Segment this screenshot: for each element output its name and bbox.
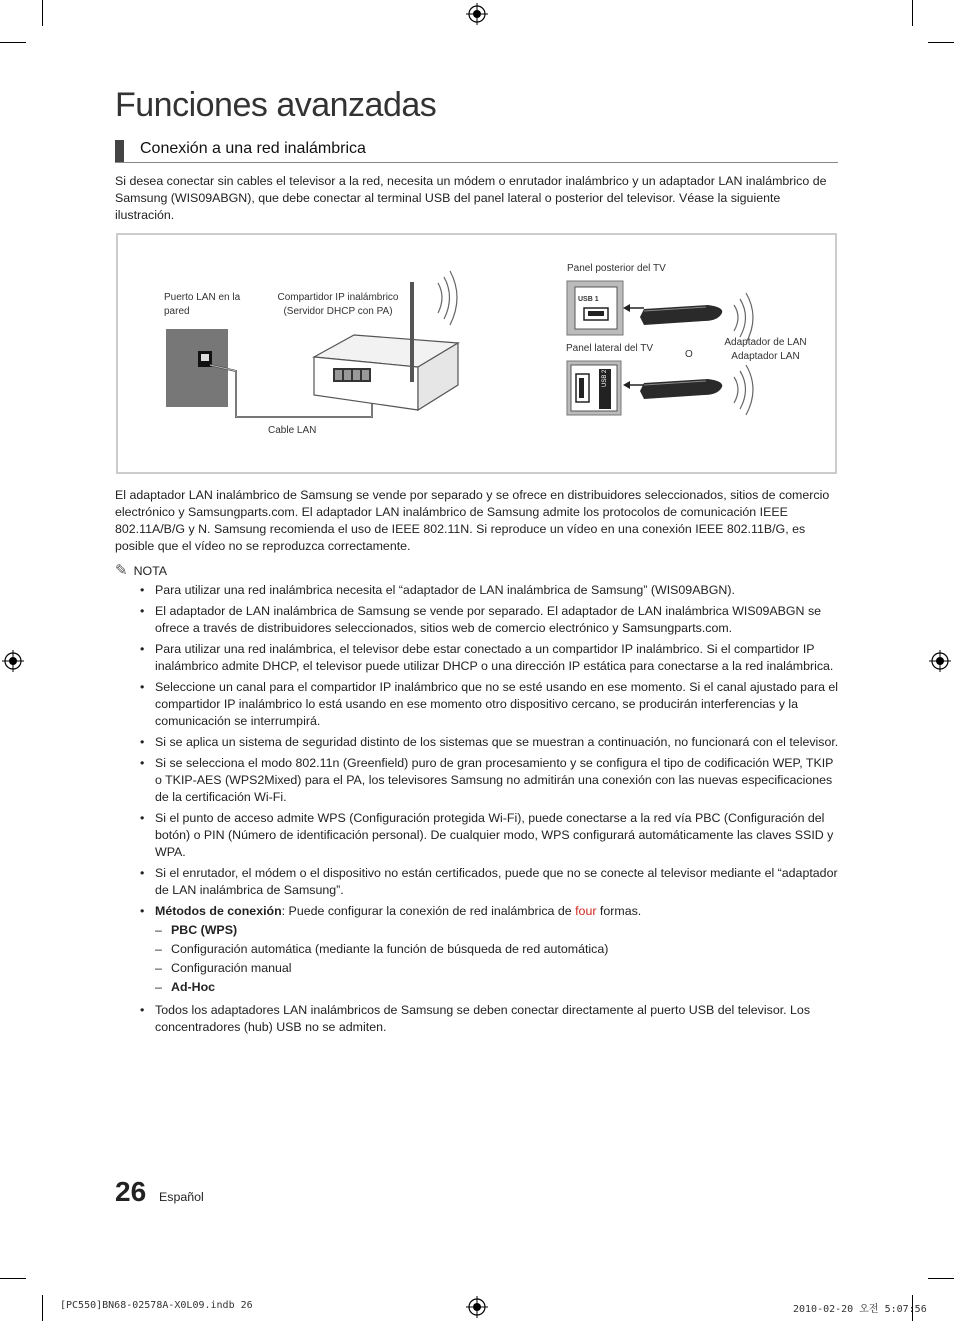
- list-item: • El adaptador de LAN inalámbrica de Samsung se vende por separado. El adaptador de LAN inalámbrica WIS09ABGN se ofrece a través de distribuidores seleccionados, sitios web de comercio electrónico y Samsungparts.com.: [140, 604, 822, 635]
- note-heading: ✎ NOTA: [115, 562, 168, 579]
- footer-timestamp: 2010-02-20 오전 5:07:56: [793, 1304, 927, 1315]
- method-item: – Ad-Hoc: [155, 980, 216, 994]
- adapter-paragraph: El adaptador LAN inalámbrico de Samsung se vende por separado y se ofrece en distribuidores seleccionados, sitios de comercio electrónico y Samsungparts.com. El adaptador LAN inalámbrico de Samsung admite los protocolos de comunicación IEEE 802.11A/B/G y N. Samsung recomienda el uso de IEEE 802.11N. Si reproduce un vídeo en una conexión IEEE 802.11B/G, es posible que el vídeo no se reproduzca correctamente.: [115, 488, 830, 553]
- pencil-icon: ✎: [115, 562, 128, 579]
- wifi-signal-icon: [734, 305, 738, 331]
- page-title: Funciones avanzadas: [115, 86, 437, 124]
- wireless-adapter-icon: [640, 305, 722, 325]
- router-label: Compartidor IP inalámbrico (Servidor DHCP con PA): [277, 292, 399, 317]
- section-divider: [115, 162, 838, 163]
- list-item: • Si el enrutador, el módem o el dispositivo no están certificados, puede que no se conecte al televisor mediante el “adaptador de LAN inalámbrica de Samsung”.: [140, 866, 838, 897]
- list-item: • Seleccione un canal para el compartidor IP inalámbrico que no se esté usando en ese momento. Si el canal ajustado para el compartidor IP inalámbrico lo está usando en ese momento otro dispositivo cercano, se producirán interferencias y la comunicación se interrumpirá.: [140, 680, 839, 728]
- list-item: • Si se aplica un sistema de seguridad distinto de los sistemas que se muestran a continuación, no funcionará con el televisor.: [140, 735, 839, 749]
- crop-mark: [928, 1278, 954, 1279]
- page-number: 26: [115, 1176, 147, 1207]
- cable-label: Cable LAN: [268, 425, 317, 436]
- connection-diagram: [116, 233, 837, 474]
- list-item: • Si el punto de acceso admite WPS (Configuración protegida Wi-Fi), puede conectarse a la red vía PBC (Configuración del botón) o PIN (Número de identificación personal). De cualquier modo, WPS configurará automáticamente las claves SSID y WPA.: [140, 811, 834, 859]
- list-item: • Para utilizar una red inalámbrica, el televisor debe estar conectado a un compartidor IP inalámbrico. Si el compartidor IP inalámbrico admite DHCP, el televisor puede utilizar DHCP o una dirección IP estática para conectarse a la red inalámbrica.: [140, 642, 834, 673]
- list-item-methods: • Métodos de conexión: Puede configurar la conexión de red inalámbrica de four formas. – PBC (WPS) – Configuración automática (mediante la función de búsqueda de red automática) – Configuración manual – Ad-Hoc: [115, 903, 841, 996]
- or-label: O: [685, 349, 693, 360]
- wifi-signal-icon: [438, 283, 442, 313]
- registration-mark-icon: [466, 3, 488, 25]
- crop-mark: [0, 1278, 26, 1279]
- side-panel-label: Panel lateral del TV: [566, 343, 654, 354]
- crop-mark: [42, 0, 43, 26]
- antenna-icon: [410, 282, 414, 382]
- list-item: • Si se selecciona el modo 802.11n (Greenfield) puro de gran procesamiento y se configura el tipo de codificación WEP, TKIP o TKIP-AES (WPS2Mixed) para el PA, los televisores Samsung no admitirán una conexión con las nuevas especificaciones de la certificación Wi-Fi.: [140, 756, 834, 804]
- highlight-text: four: [575, 904, 597, 918]
- list-item: • Todos los adaptadores LAN inalámbricos de Samsung se deben conectar directamente al puerto USB del televisor. Los concentradores (hub) USB no se admiten.: [140, 1003, 811, 1034]
- crop-mark: [928, 42, 954, 43]
- footer-file-info: [PC550]BN68-02578A-X0L09.indb 26: [60, 1300, 253, 1311]
- method-item: – Configuración automática (mediante la función de búsqueda de red automática): [155, 942, 609, 956]
- section-title: Conexión a una red inalámbrica: [140, 140, 366, 157]
- wall-port-label: Puerto LAN en la pared: [164, 292, 241, 317]
- adapter-label: Adaptador de LAN Adaptador LAN: [724, 337, 807, 362]
- registration-mark-icon: [929, 650, 951, 672]
- method-item: – PBC (WPS): [155, 923, 238, 937]
- notes-list: [115, 582, 841, 1040]
- usb-rear-label: USB 1: [578, 296, 599, 303]
- registration-mark-icon: [2, 650, 24, 672]
- method-item: – Configuración manual: [155, 961, 292, 975]
- methods-label: Métodos de conexión: [155, 904, 282, 918]
- intro-paragraph: Si desea conectar sin cables el televisor a la red, necesita un módem o enrutador inalámbrico y un adaptador LAN inalámbrico de Samsung (WIS09ABGN), que debe conectar al terminal USB del panel lateral o posterior del televisor. Véase la siguiente ilustración.: [115, 174, 827, 222]
- wireless-adapter-icon: [640, 379, 722, 399]
- crop-mark: [0, 42, 26, 43]
- section-bar: [115, 140, 124, 162]
- list-item: • Para utilizar una red inalámbrica necesita el “adaptador de LAN inalámbrica de Samsung” (WIS09ABGN).: [140, 583, 735, 597]
- diagram-art: [118, 235, 835, 472]
- wifi-signal-icon: [734, 377, 738, 403]
- usb-side-label: USB 2: [602, 369, 608, 387]
- rear-panel-label: Panel posterior del TV: [567, 263, 666, 274]
- registration-mark-icon: [466, 1296, 488, 1318]
- crop-mark: [42, 1295, 43, 1321]
- crop-mark: [912, 0, 913, 26]
- page-language: Español: [159, 1190, 204, 1204]
